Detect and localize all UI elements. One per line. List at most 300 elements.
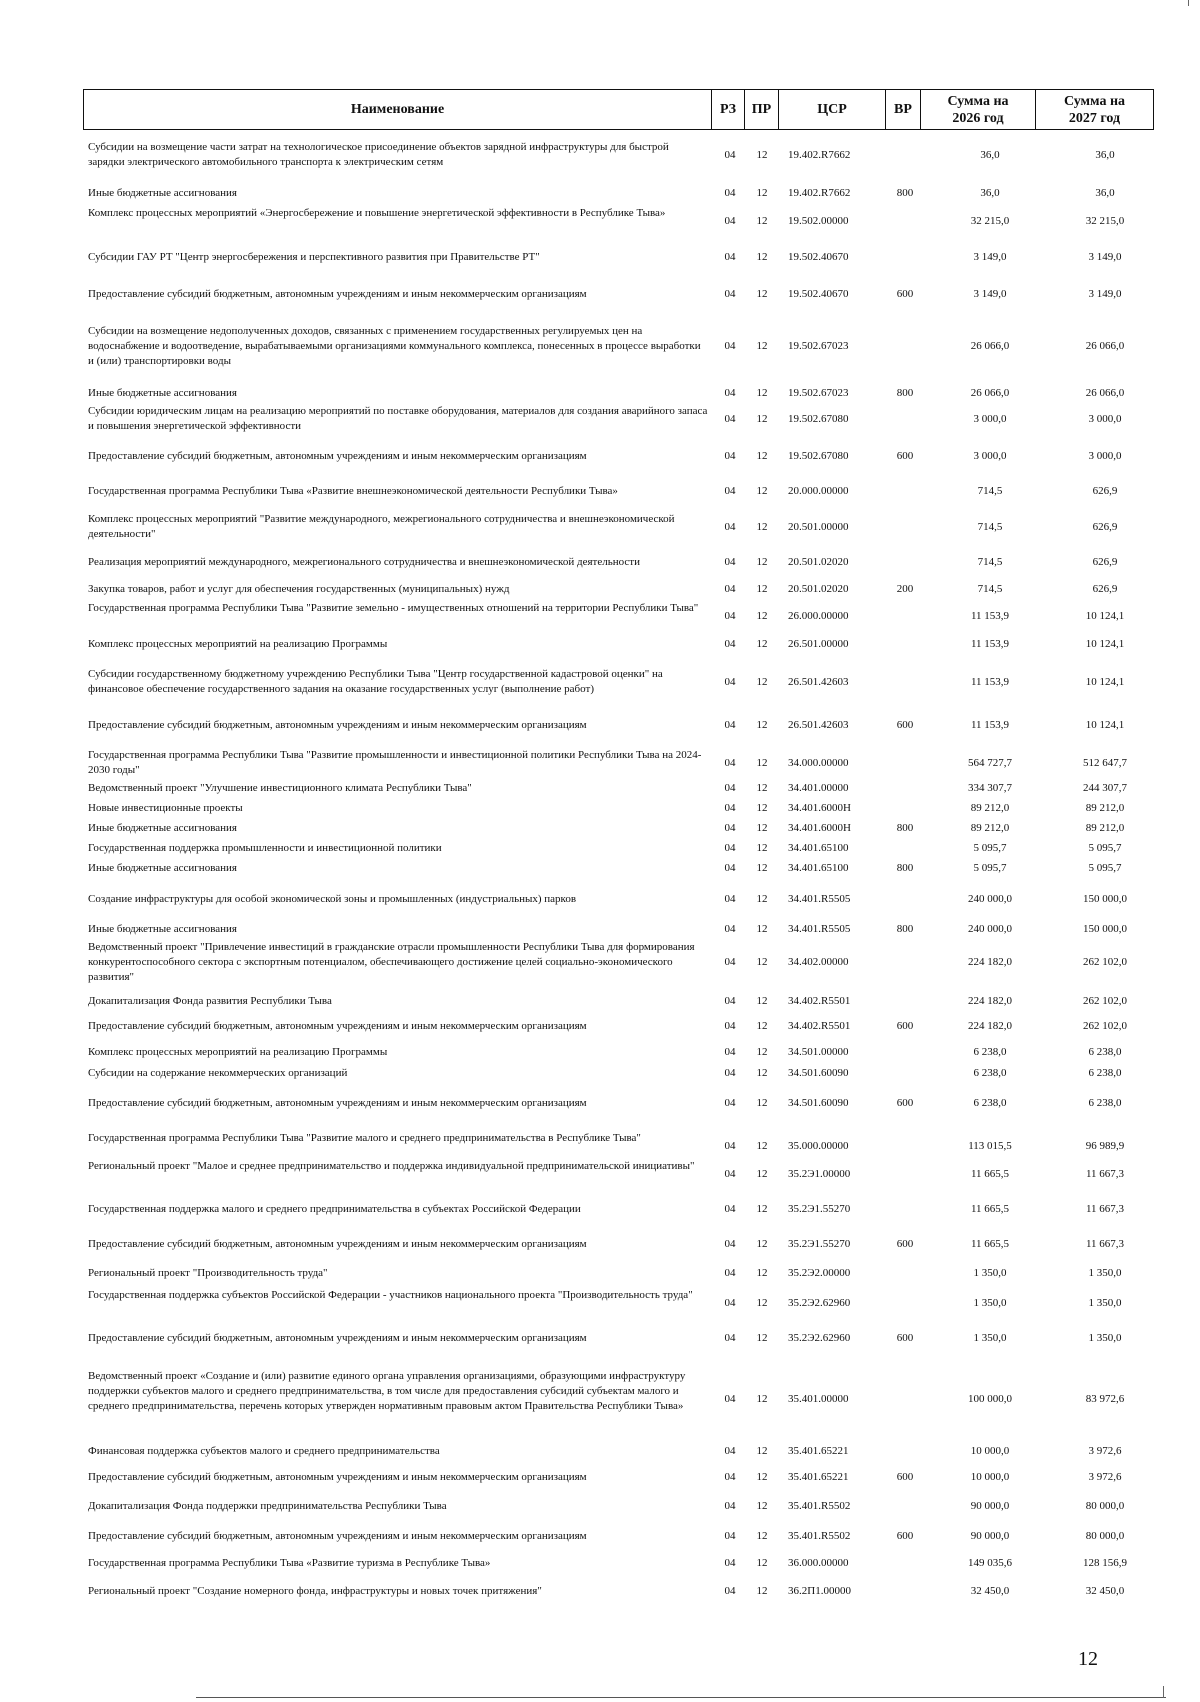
cell-rz: 04 [724,1499,736,1512]
cell-rz: 04 [724,994,736,1007]
cell-name: Субсидии на возмещение части затрат на технологическое присоединение объектов зарядной инфраструктуры для быстрой зарядки электрического автомобильного транспорта к электрическим сетям [88,141,669,168]
header-rz: РЗ [719,102,737,117]
cell-s26: 90 000,0 [970,1529,1010,1542]
cell-s27: 3 149,0 [1088,287,1122,300]
cell-csr: 34.401.00000 [788,781,849,794]
table-row [0,287,1200,302]
cell-name: Докапитализация Фонда развития Республики Тыва [88,994,332,1007]
table-row [0,1019,1200,1034]
cell-pr: 12 [756,955,768,968]
cell-name: Предоставление субсидий бюджетным, автономным учреждениям и иным некоммерческим организациям [88,287,587,300]
cell-s27: 32 215,0 [1085,214,1125,227]
cell-pr: 12 [756,1584,768,1597]
cell-pr: 12 [756,1499,768,1512]
table-row [0,841,1200,856]
cell-csr: 35.401.R5502 [788,1529,851,1542]
scan-corner-tick [1188,0,1189,6]
cell-name: Закупка товаров, работ и услуг для обеспечения государственных (муниципальных) нужд [88,582,510,595]
cell-s26: 224 182,0 [968,994,1012,1007]
cell-s26: 3 000,0 [973,449,1007,462]
cell-csr: 35.2Э2.62960 [788,1331,851,1344]
cell-pr: 12 [756,520,768,533]
table-row [0,1131,1200,1161]
cell-name: Иные бюджетные ассигнования [88,386,237,399]
cell-s26: 1 350,0 [973,1331,1007,1344]
cell-name: Предоставление субсидий бюджетным, автономным учреждениям и иным некоммерческим организациям [88,718,587,731]
scan-edge-tick [1163,1686,1164,1698]
cell-pr: 12 [756,555,768,568]
cell-csr: 26.501.42603 [788,675,849,688]
cell-pr: 12 [756,994,768,1007]
cell-name: Государственная поддержка малого и среднего предпринимательства в субъектах Российской Федерации [88,1202,581,1215]
cell-csr: 19.502.67080 [788,449,849,462]
cell-pr: 12 [756,1096,768,1109]
cell-pr: 12 [756,892,768,905]
cell-s27: 626,9 [1092,555,1118,568]
cell-rz: 04 [724,675,736,688]
cell-csr: 35.2Э1.00000 [788,1167,851,1180]
cell-csr: 35.2Э2.62960 [788,1296,851,1309]
table-row [0,1331,1200,1346]
cell-csr: 34.501.60090 [788,1096,849,1109]
cell-rz: 04 [724,1167,736,1180]
cell-s27: 26 066,0 [1085,386,1125,399]
cell-pr: 12 [756,449,768,462]
cell-name: Государственная поддержка субъектов Российской Федерации - участников национального проекта "Производительность труда" [88,1289,693,1301]
cell-pr: 12 [756,1237,768,1250]
cell-pr: 12 [756,1331,768,1344]
cell-csr: 35.2Э2.00000 [788,1266,851,1279]
cell-s27: 10 124,1 [1085,675,1125,688]
cell-rz: 04 [724,386,736,399]
header-vr: ВР [894,102,912,117]
table-row [0,1096,1200,1111]
cell-rz: 04 [724,892,736,905]
cell-rz: 04 [724,718,736,731]
table-row [0,512,1200,542]
cell-s26: 89 212,0 [970,821,1010,834]
cell-s27: 150 000,0 [1083,892,1127,905]
cell-s27: 10 124,1 [1085,718,1125,731]
cell-s26: 714,5 [977,484,1003,497]
cell-pr: 12 [756,922,768,935]
cell-s27: 512 647,7 [1083,756,1127,769]
cell-s26: 11 153,9 [970,675,1010,688]
cell-csr: 26.501.00000 [788,637,849,650]
cell-pr: 12 [756,484,768,497]
cell-s26: 113 015,5 [968,1139,1012,1152]
cell-vr: 600 [896,1529,914,1542]
cell-s26: 6 238,0 [973,1096,1007,1109]
cell-rz: 04 [724,609,736,622]
cell-rz: 04 [724,214,736,227]
cell-csr: 34.401.65100 [788,861,849,874]
cell-rz: 04 [724,1556,736,1569]
cell-name: Субсидии государственному бюджетному учреждению Республики Тыва "Центр государственной кадастровой оценки" на финансовое обеспечение государственного задания на оказание государственных услуг (выполнение работ) [88,668,663,695]
cell-name: Субсидии на возмещение недополученных доходов, связанных с применением государственных регулируемых цен на водоснабжение и водоотведение, вырабатываемыми организациями коммунального комплекса, понесенных в процессе выработки и (или) транспортировки воды [88,324,701,367]
table-row [0,994,1200,1009]
cell-s27: 1 350,0 [1088,1331,1122,1344]
cell-rz: 04 [724,1392,736,1405]
cell-s26: 5 095,7 [973,841,1007,854]
cell-s26: 11 665,5 [970,1237,1010,1250]
table-row [0,206,1200,236]
cell-rz: 04 [724,449,736,462]
cell-rz: 04 [724,1202,736,1215]
cell-vr: 800 [896,922,914,935]
cell-vr: 600 [896,1470,914,1483]
cell-pr: 12 [756,1202,768,1215]
cell-s26: 26 066,0 [970,339,1010,352]
cell-rz: 04 [724,1237,736,1250]
cell-s26: 1 350,0 [973,1266,1007,1279]
cell-csr: 34.402.R5501 [788,1019,851,1032]
cell-name: Государственная программа Республики Тыва «Развитие внешнеэкономической деятельности Республики Тыва» [88,484,618,497]
cell-name: Иные бюджетные ассигнования [88,821,237,834]
cell-name: Государственная программа Республики Тыва "Развитие земельно - имущественных отношений на территории Республики Тыва" [88,602,699,614]
cell-csr: 19.502.67023 [788,339,849,352]
cell-csr: 34.501.00000 [788,1045,849,1058]
cell-s27: 3 000,0 [1088,449,1122,462]
cell-s26: 224 182,0 [968,955,1012,968]
cell-vr: 600 [896,1237,914,1250]
cell-name: Создание инфраструктуры для особой экономической зоны и промышленных (индустриальных) парков [88,892,577,905]
table-row [0,1444,1200,1459]
cell-csr: 36.2П1.00000 [788,1584,851,1597]
cell-csr: 26.501.42603 [788,718,849,731]
cell-rz: 04 [724,781,736,794]
cell-pr: 12 [756,801,768,814]
table-row [0,940,1200,985]
cell-s26: 36,0 [980,148,1000,161]
cell-name: Финансовая поддержка субъектов малого и среднего предпринимательства [88,1444,440,1457]
cell-name: Государственная поддержка промышленности и инвестиционной политики [88,841,442,854]
cell-rz: 04 [724,1096,736,1109]
cell-name: Региональный проект "Производительность труда" [88,1266,328,1279]
cell-csr: 20.501.02020 [788,555,849,568]
cell-rz: 04 [724,821,736,834]
cell-pr: 12 [756,250,768,263]
cell-rz: 04 [724,287,736,300]
cell-s27: 5 095,7 [1088,861,1122,874]
cell-vr: 800 [896,821,914,834]
cell-csr: 35.401.65221 [788,1470,849,1483]
cell-rz: 04 [724,1019,736,1032]
cell-pr: 12 [756,1556,768,1569]
cell-name: Предоставление субсидий бюджетным, автономным учреждениям и иным некоммерческим организациям [88,1529,587,1542]
cell-name: Иные бюджетные ассигнования [88,861,237,874]
cell-s27: 262 102,0 [1083,994,1127,1007]
cell-rz: 04 [724,250,736,263]
cell-s26: 714,5 [977,555,1003,568]
cell-csr: 19.502.67023 [788,386,849,399]
cell-rz: 04 [724,841,736,854]
cell-rz: 04 [724,1066,736,1079]
table-row [0,186,1200,201]
cell-rz: 04 [724,1470,736,1483]
table-row [0,140,1200,170]
cell-name: Субсидии юридическим лицам на реализацию мероприятий по поставке оборудования, материалов для создания аварийного запаса и повышения энергетической эффективности [88,405,708,432]
cell-rz: 04 [724,1266,736,1279]
cell-name: Предоставление субсидий бюджетным, автономным учреждениям и иным некоммерческим организациям [88,449,587,462]
cell-csr: 35.000.00000 [788,1139,849,1152]
table-row [0,250,1200,265]
cell-s26: 1 350,0 [973,1296,1007,1309]
cell-s27: 6 238,0 [1088,1066,1122,1079]
table-row [0,718,1200,733]
cell-csr: 20.501.00000 [788,520,849,533]
cell-csr: 35.401.00000 [788,1392,849,1405]
cell-vr: 200 [896,582,914,595]
cell-rz: 04 [724,801,736,814]
header-bottom-border [83,129,1154,130]
cell-name: Ведомственный проект "Привлечение инвестиций в гражданские отрасли промышленности Республики Тыва для формирования конкурентоспособного сектора с экспортным потенциалом, обеспечивающего достижение целей социально-экономического развития" [88,940,695,983]
cell-s27: 3 000,0 [1088,412,1122,425]
cell-s26: 32 215,0 [970,214,1010,227]
cell-s26: 5 095,7 [973,861,1007,874]
cell-pr: 12 [756,1296,768,1309]
cell-name: Субсидии на содержание некоммерческих организаций [88,1066,348,1079]
cell-vr: 600 [896,1096,914,1109]
cell-rz: 04 [724,339,736,352]
cell-csr: 34.401.R5505 [788,892,851,905]
cell-s26: 714,5 [977,520,1003,533]
cell-name: Государственная программа Республики Тыва "Развитие промышленности и инвестиционной политики Республики Тыва на 2024-2030 годы" [88,749,702,776]
cell-s27: 128 156,9 [1083,1556,1127,1569]
cell-pr: 12 [756,1066,768,1079]
table-row [0,667,1200,697]
cell-s27: 96 989,9 [1085,1139,1125,1152]
cell-s27: 36,0 [1095,186,1115,199]
header-sum-2027: Сумма на 2027 год [1063,93,1126,126]
cell-s27: 6 238,0 [1088,1096,1122,1109]
cell-rz: 04 [724,555,736,568]
cell-s26: 3 149,0 [973,250,1007,263]
cell-name: Докапитализация Фонда поддержки предпринимательства Республики Тыва [88,1499,447,1512]
cell-s26: 149 035,6 [968,1556,1012,1569]
cell-name: Комплекс процессных мероприятий на реализацию Программы [88,1045,388,1058]
cell-rz: 04 [724,1139,736,1152]
table-row [0,1499,1200,1514]
cell-s27: 83 972,6 [1085,1392,1125,1405]
cell-s26: 240 000,0 [968,892,1012,905]
cell-s27: 3 972,6 [1088,1444,1122,1457]
table-row [0,555,1200,570]
cell-csr: 20.501.02020 [788,582,849,595]
cell-s27: 80 000,0 [1085,1529,1125,1542]
cell-csr: 35.2Э1.55270 [788,1237,851,1250]
table-row [0,601,1200,631]
cell-s27: 6 238,0 [1088,1045,1122,1058]
cell-name: Комплекс процессных мероприятий на реализацию Программы [88,637,388,650]
cell-name: Региональный проект "Создание номерного фонда, инфраструктуры и новых точек притяжения" [88,1584,542,1597]
cell-pr: 12 [756,1470,768,1483]
table-row [0,1045,1200,1060]
cell-csr: 19.502.00000 [788,214,849,227]
cell-name: Государственная программа Республики Тыва "Развитие малого и среднего предпринимательства в Республике Тыва" [88,1132,641,1144]
cell-pr: 12 [756,287,768,300]
table-row [0,1266,1200,1281]
cell-s26: 26 066,0 [970,386,1010,399]
cell-pr: 12 [756,781,768,794]
cell-vr: 600 [896,718,914,731]
cell-s26: 11 153,9 [970,718,1010,731]
table-row [0,386,1200,401]
cell-s27: 11 667,3 [1085,1202,1125,1215]
cell-s27: 89 212,0 [1085,821,1125,834]
table-row [0,324,1200,369]
table-row [0,892,1200,907]
cell-pr: 12 [756,1139,768,1152]
cell-s26: 11 153,9 [970,637,1010,650]
cell-s26: 564 727,7 [968,756,1012,769]
table-row [0,1556,1200,1571]
cell-csr: 19.502.40670 [788,250,849,263]
cell-rz: 04 [724,520,736,533]
cell-rz: 04 [724,756,736,769]
cell-name: Региональный проект "Малое и среднее предпринимательство и поддержка индивидуальной предпринимательской инициативы" [88,1160,695,1172]
table-row [0,922,1200,937]
cell-s27: 3 972,6 [1088,1470,1122,1483]
header-sum-2026: Сумма на 2026 год [947,93,1009,126]
cell-csr: 35.401.65221 [788,1444,849,1457]
cell-s27: 244 307,7 [1083,781,1127,794]
cell-pr: 12 [756,386,768,399]
cell-rz: 04 [724,186,736,199]
cell-s27: 150 000,0 [1083,922,1127,935]
table-row [0,1159,1200,1189]
cell-s26: 11 665,5 [970,1167,1010,1180]
cell-vr: 600 [896,1019,914,1032]
table-row [0,861,1200,876]
cell-s26: 11 153,9 [970,609,1010,622]
cell-csr: 34.402.R5501 [788,994,851,1007]
cell-pr: 12 [756,1266,768,1279]
cell-name: Государственная программа Республики Тыва «Развитие туризма в Республике Тыва» [88,1556,491,1569]
cell-s27: 11 667,3 [1085,1237,1125,1250]
cell-name: Предоставление субсидий бюджетным, автономным учреждениям и иным некоммерческим организациям [88,1096,587,1109]
cell-pr: 12 [756,1529,768,1542]
header-name: Наименование [350,102,445,117]
cell-s27: 80 000,0 [1085,1499,1125,1512]
cell-rz: 04 [724,148,736,161]
cell-csr: 19.402.R7662 [788,148,851,161]
cell-csr: 34.000.00000 [788,756,849,769]
cell-s27: 3 149,0 [1088,250,1122,263]
table-row [0,637,1200,652]
cell-csr: 34.402.00000 [788,955,849,968]
cell-rz: 04 [724,1296,736,1309]
cell-pr: 12 [756,412,768,425]
cell-s26: 100 000,0 [968,1392,1012,1405]
cell-s26: 36,0 [980,186,1000,199]
cell-pr: 12 [756,1045,768,1058]
cell-name: Субсидии ГАУ РТ "Центр энергосбережения и перспективного развития при Правительстве РТ" [88,250,540,263]
cell-csr: 35.401.R5502 [788,1499,851,1512]
cell-s26: 32 450,0 [970,1584,1010,1597]
cell-name: Комплекс процессных мероприятий «Энергосбережение и повышение энергетической эффективности в Республике Тыва» [88,207,666,219]
cell-name: Ведомственный проект "Улучшение инвестиционного климата Республики Тыва" [88,781,472,794]
cell-rz: 04 [724,1444,736,1457]
cell-pr: 12 [756,186,768,199]
cell-csr: 19.502.67080 [788,412,849,425]
cell-rz: 04 [724,1045,736,1058]
cell-s27: 262 102,0 [1083,955,1127,968]
header-right-border [1153,89,1154,130]
cell-s26: 714,5 [977,582,1003,595]
table-row [0,748,1200,778]
cell-name: Реализация мероприятий международного, межрегионального сотрудничества и внешнеэкономической деятельности [88,555,640,568]
cell-s27: 36,0 [1095,148,1115,161]
cell-name: Иные бюджетные ассигнования [88,186,237,199]
cell-vr: 600 [896,1331,914,1344]
cell-rz: 04 [724,861,736,874]
cell-csr: 20.000.00000 [788,484,849,497]
cell-pr: 12 [756,1444,768,1457]
cell-vr: 800 [896,386,914,399]
cell-csr: 35.2Э1.55270 [788,1202,851,1215]
cell-rz: 04 [724,637,736,650]
cell-csr: 36.000.00000 [788,1556,849,1569]
cell-pr: 12 [756,148,768,161]
table-row [0,1470,1200,1485]
cell-s26: 11 665,5 [970,1202,1010,1215]
cell-s27: 10 124,1 [1085,609,1125,622]
cell-name: Иные бюджетные ассигнования [88,922,237,935]
cell-pr: 12 [756,756,768,769]
cell-name: Предоставление субсидий бюджетным, автономным учреждениям и иным некоммерческим организациям [88,1470,587,1483]
cell-csr: 34.501.60090 [788,1066,849,1079]
cell-rz: 04 [724,1331,736,1344]
cell-pr: 12 [756,841,768,854]
cell-name: Новые инвестиционные проекты [88,801,243,814]
cell-s26: 3 000,0 [973,412,1007,425]
cell-rz: 04 [724,955,736,968]
cell-vr: 800 [896,861,914,874]
cell-rz: 04 [724,582,736,595]
cell-pr: 12 [756,582,768,595]
cell-pr: 12 [756,861,768,874]
cell-csr: 19.502.40670 [788,287,849,300]
cell-s26: 334 307,7 [968,781,1012,794]
cell-s26: 224 182,0 [968,1019,1012,1032]
table-row [0,1237,1200,1252]
table-row [0,449,1200,464]
cell-s26: 3 149,0 [973,287,1007,300]
cell-s26: 6 238,0 [973,1045,1007,1058]
cell-s27: 1 350,0 [1088,1266,1122,1279]
cell-s27: 32 450,0 [1085,1584,1125,1597]
cell-rz: 04 [724,1584,736,1597]
table-row [0,1288,1200,1318]
cell-s27: 1 350,0 [1088,1296,1122,1309]
cell-s27: 26 066,0 [1085,339,1125,352]
cell-s27: 262 102,0 [1083,1019,1127,1032]
cell-s27: 5 095,7 [1088,841,1122,854]
cell-rz: 04 [724,484,736,497]
cell-pr: 12 [756,718,768,731]
cell-s26: 10 000,0 [970,1444,1010,1457]
cell-csr: 34.401.6000Н [788,821,851,834]
table-row [0,1529,1200,1544]
cell-pr: 12 [756,1392,768,1405]
cell-name: Комплекс процессных мероприятий "Развитие международного, межрегионального сотрудничества и внешнеэкономической деятельности" [88,513,675,540]
cell-pr: 12 [756,214,768,227]
cell-pr: 12 [756,339,768,352]
table-row [0,801,1200,816]
scan-edge-line [196,1697,1166,1698]
cell-pr: 12 [756,675,768,688]
